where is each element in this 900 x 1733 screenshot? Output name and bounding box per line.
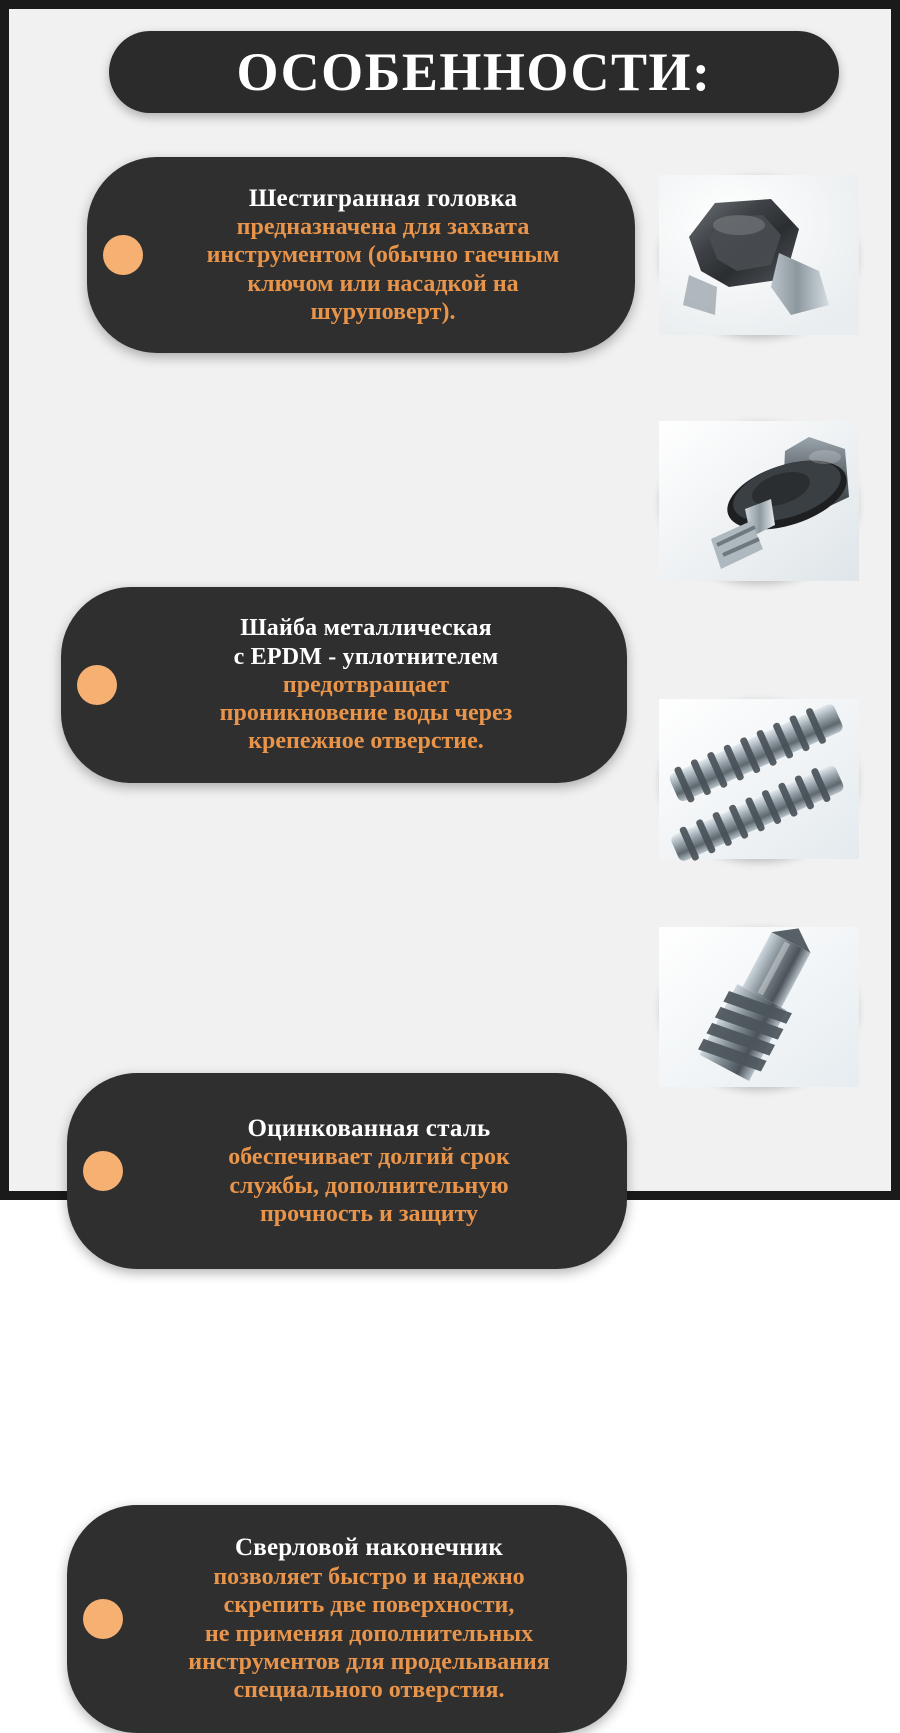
bullet-dot-icon	[83, 1599, 123, 1639]
feature-body-line: позволяет быстро и надежно	[213, 1563, 525, 1590]
infographic-canvas	[9, 9, 891, 1704]
feature-body-line: крепежное отверстие.	[248, 728, 484, 755]
bullet-dot-icon	[83, 1151, 123, 1191]
feature-body-line: не применяя дополнительных	[204, 1620, 534, 1647]
feature-body-line: обеспечивает долгий срок	[228, 1144, 510, 1171]
feature-card-hex-head	[87, 157, 635, 353]
epdm-washer-photo	[661, 421, 857, 581]
feature-body-line: скрепить две поверхности,	[223, 1592, 515, 1619]
feature-card-drill-tip	[67, 1505, 627, 1733]
feature-body-line: ключом или насадкой на	[247, 270, 519, 297]
screw-thread-illustration	[661, 699, 857, 859]
feature-body-line: шуруповерт).	[310, 299, 456, 326]
page-title-pill	[109, 31, 839, 113]
feature-card-galvanized-steel	[67, 1073, 627, 1269]
drill-tip-illustration	[661, 927, 857, 1087]
epdm-washer-illustration	[661, 421, 857, 581]
bullet-dot-icon	[77, 665, 117, 705]
page-title-container	[109, 31, 839, 113]
feature-body-line: предотвращает	[282, 671, 450, 698]
feature-body-line: предназначена для захвата	[236, 214, 530, 241]
feature-text-hex-head	[153, 184, 613, 327]
feature-body-line: прочность и защиту	[259, 1200, 479, 1227]
feature-heading-line: Оцинкованная сталь	[247, 1114, 491, 1142]
screw-thread-photo	[661, 699, 857, 859]
drill-tip-photo	[661, 927, 857, 1087]
page-title: ОСОБЕННОСТИ:	[236, 42, 712, 102]
feature-body-line: службы, дополнительную	[229, 1172, 509, 1199]
feature-text-galvanized-steel	[133, 1114, 605, 1228]
feature-heading-line: Сверловой наконечник	[235, 1534, 503, 1562]
bullet-dot-icon	[103, 235, 143, 275]
feature-body-line: проникновение воды через	[219, 700, 513, 727]
feature-card-epdm-washer	[61, 587, 627, 783]
hex-head-photo	[661, 175, 857, 335]
feature-body-line: инструментов для проделывания	[188, 1648, 550, 1675]
feature-body-line: инструментом (обычно гаечным	[206, 242, 560, 269]
hex-head-illustration	[661, 175, 857, 335]
feature-heading-line: Шестигранная головка	[248, 184, 518, 212]
feature-heading-line: с EPDM - уплотнителем	[233, 643, 499, 670]
feature-text-drill-tip	[133, 1533, 605, 1704]
feature-body-line: специального отверстия.	[233, 1677, 505, 1704]
feature-text-epdm-washer	[127, 614, 605, 756]
feature-heading-line: Шайба металлическая	[240, 615, 492, 642]
